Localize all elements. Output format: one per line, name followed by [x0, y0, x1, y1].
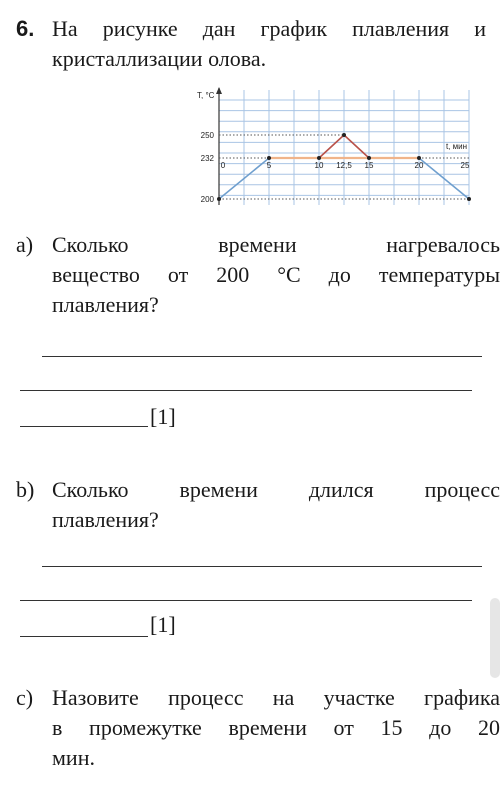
answer-line-b1[interactable] [42, 566, 482, 567]
y-tick-label: 232 [200, 154, 214, 163]
x-tick-label: 12,5 [336, 161, 352, 170]
data-point-1 [267, 156, 271, 160]
subquestion-c-line2: в промежутке времени от 15 до 20 [52, 715, 500, 740]
score-b: [1] [150, 612, 176, 637]
y-tick-label: 250 [200, 131, 214, 140]
subquestion-a-line2: вещество от 200 °C до температуры [52, 262, 500, 287]
subquestion-a-text [52, 230, 500, 320]
data-point-2 [317, 156, 321, 160]
data-point-0 [217, 197, 221, 201]
score-a: [1] [150, 404, 176, 429]
melting-chart [180, 84, 480, 214]
x-axis-label: t, мин [445, 142, 467, 151]
data-point-5 [417, 156, 421, 160]
answer-line-a3[interactable] [20, 426, 148, 427]
answer-line-a1[interactable] [42, 356, 482, 357]
subquestion-a-line3: плавления? [52, 292, 159, 317]
subquestion-a-line1: Сколько времени нагревалось [52, 232, 500, 257]
x-tick-label: 25 [460, 161, 470, 170]
data-point-3 [342, 133, 346, 137]
question-text-line2: кристаллизации олова. [52, 46, 267, 71]
question-number: 6. [16, 16, 35, 41]
data-point-4 [367, 156, 371, 160]
x-tick-label: 15 [364, 161, 374, 170]
subquestion-c-text [52, 683, 500, 773]
subquestion-b-line1: Сколько времени длился процесс [52, 477, 500, 502]
subquestion-c-letter: c) [16, 685, 34, 710]
subquestion-b-letter: b) [16, 477, 35, 502]
answer-line-b2[interactable] [20, 600, 472, 601]
subquestion-b-text [52, 475, 500, 535]
question-text-line1: На рисунке дан график плавления и [52, 16, 486, 41]
y-axis-label: T, °C [197, 91, 215, 100]
data-point-6 [467, 197, 471, 201]
subquestion-c-line1: Назовите процесс на участке графика [52, 685, 500, 710]
question-text [52, 14, 486, 74]
y-axis-arrow [216, 87, 222, 94]
scrollbar-thumb[interactable] [490, 598, 500, 678]
y-tick-label: 200 [200, 195, 214, 204]
subquestion-a-letter: a) [16, 232, 34, 257]
x-tick-label: 0 [220, 161, 226, 170]
subquestion-b-line2: плавления? [52, 507, 159, 532]
x-tick-label: 10 [314, 161, 324, 170]
answer-line-b3[interactable] [20, 636, 148, 637]
answer-line-a2[interactable] [20, 390, 472, 391]
x-tick-label: 5 [266, 161, 272, 170]
x-tick-label: 20 [414, 161, 424, 170]
subquestion-c-line3: мин. [52, 745, 95, 770]
